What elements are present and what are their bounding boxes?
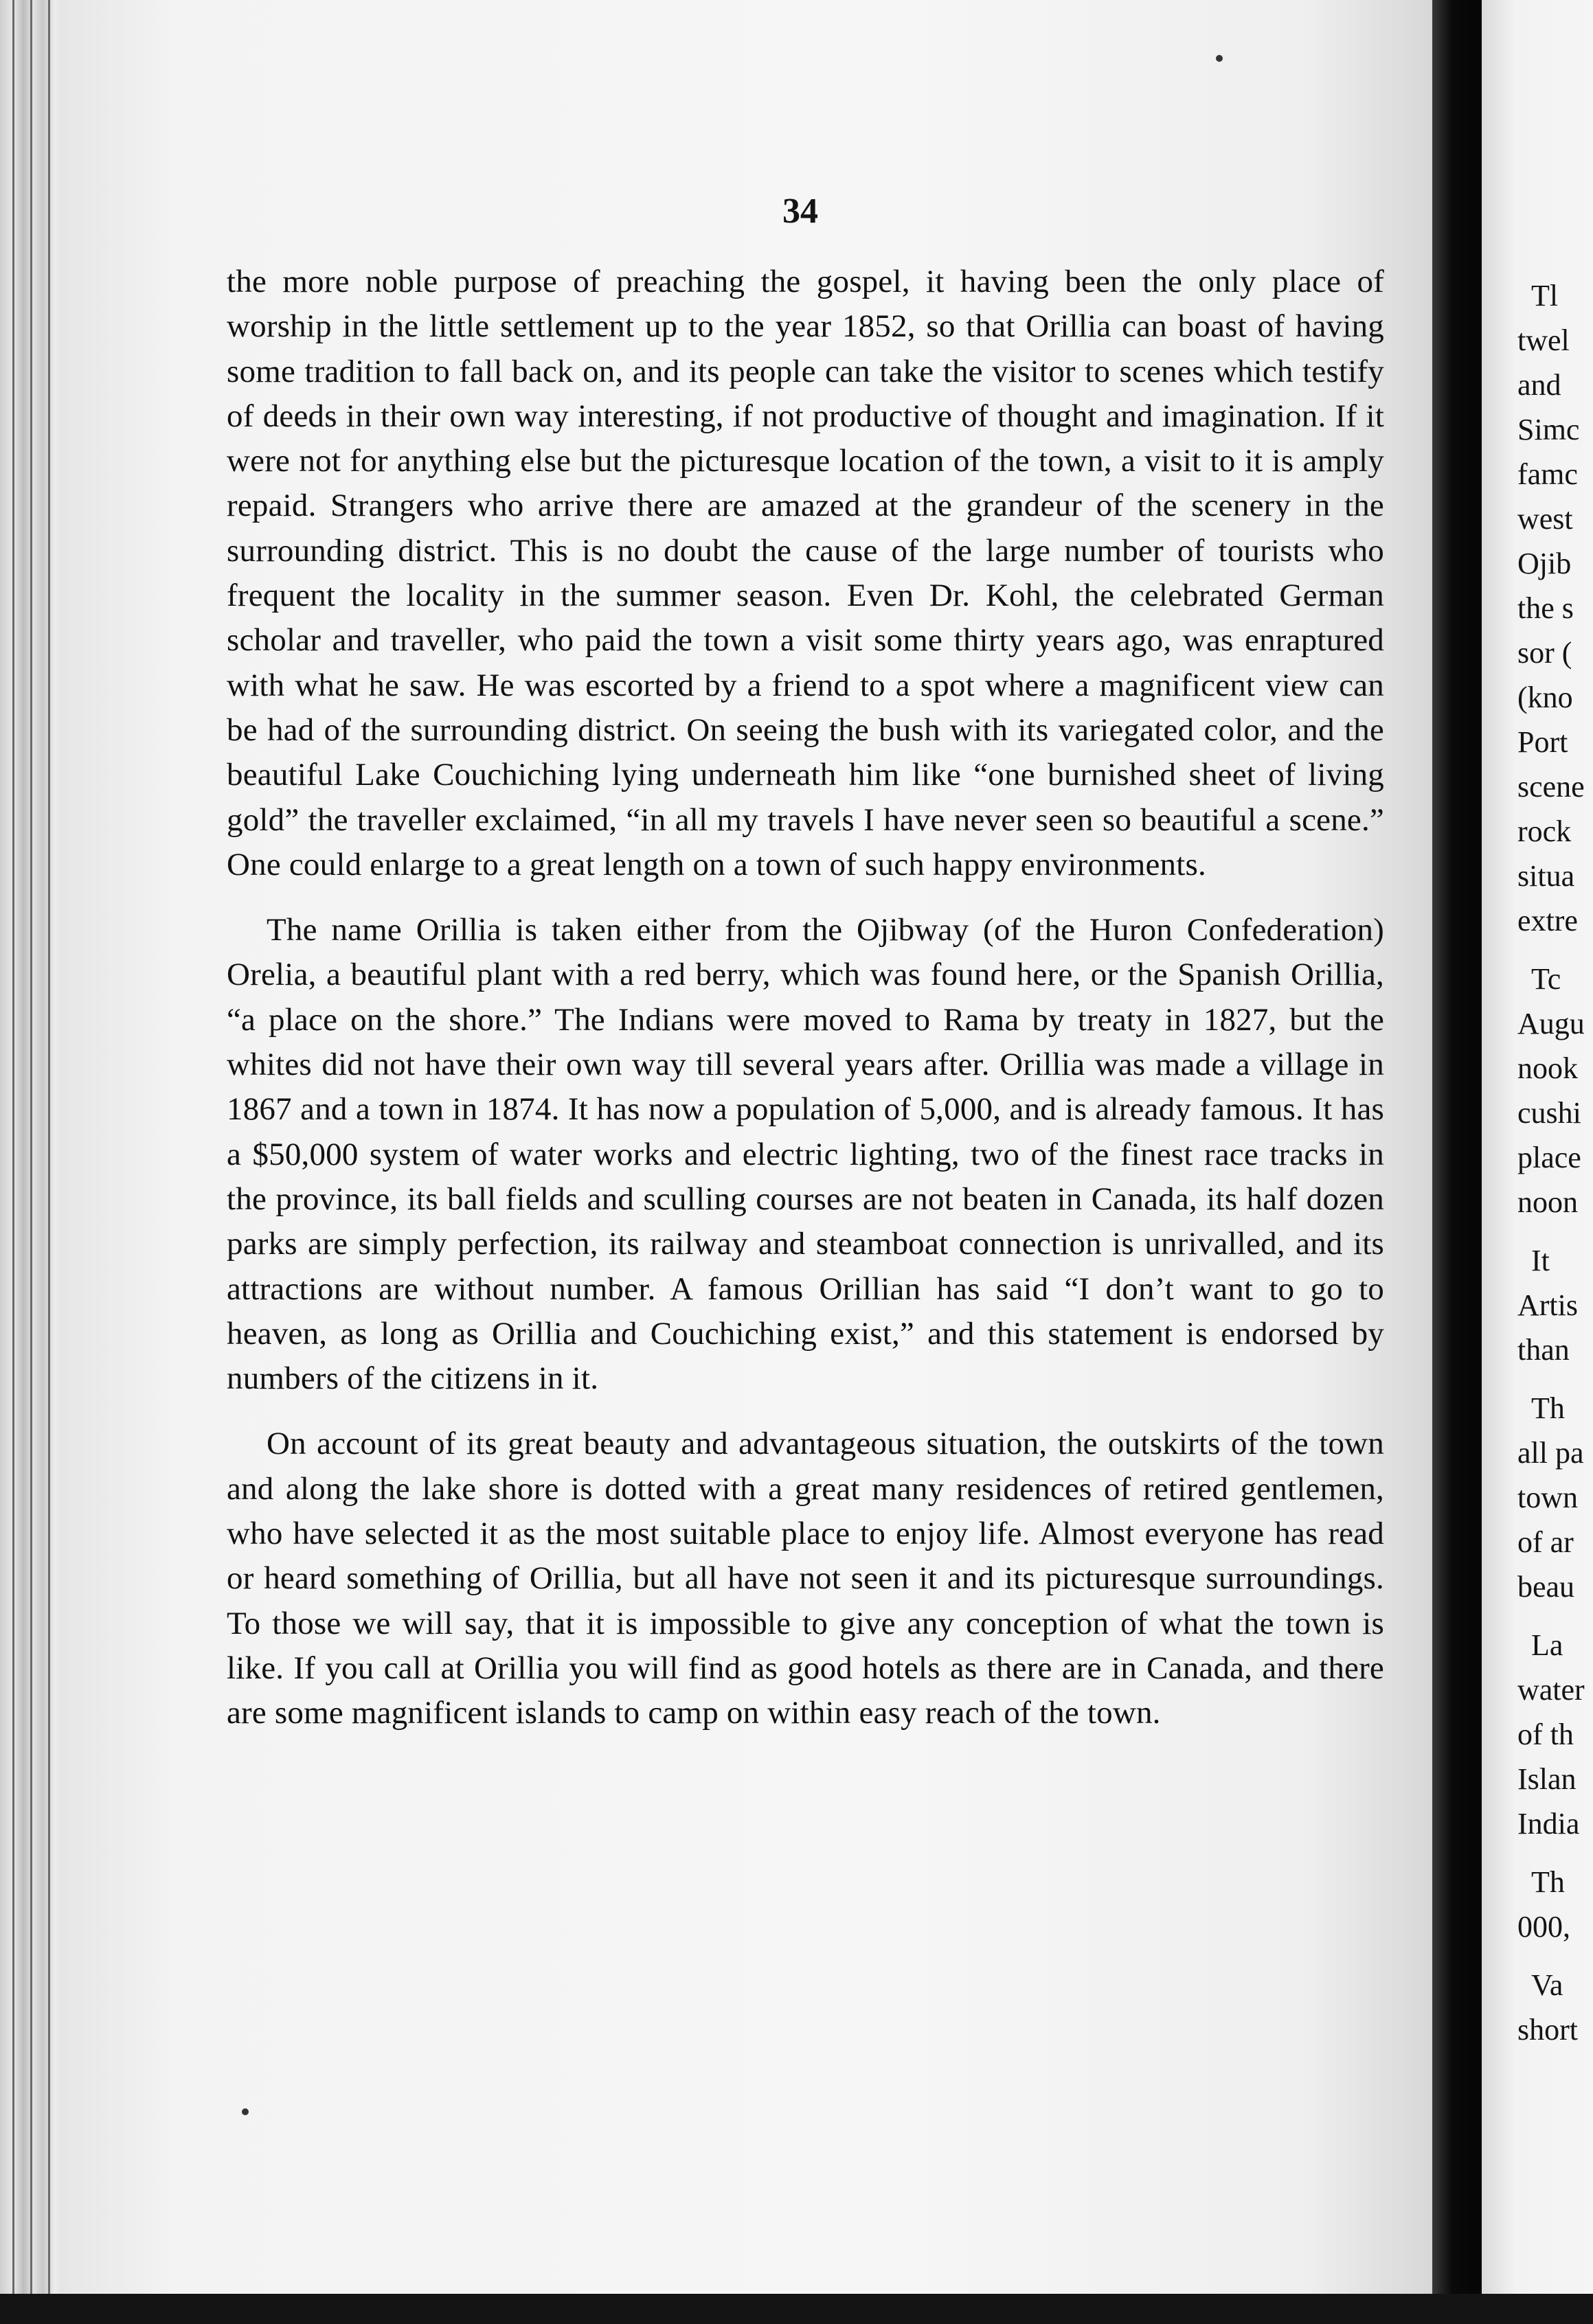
facing-page-text-fragment: Th <box>1531 1865 1565 1899</box>
facing-page-text-fragment: noon <box>1517 1185 1578 1219</box>
facing-page-text-fragment: cushi <box>1517 1096 1581 1130</box>
facing-page-text-fragment: of th <box>1517 1718 1574 1751</box>
paragraph: On account of its great beauty and advantageous situation, the outskirts of the town and along the lake shore is dotted with a great many residences of retired gentlemen, who have selected it as the most suitable place to enjoy life. Almost everyone has read or heard something of Orillia, but all have not seen it and its picturesque surroundings. To those we will say, that it is impossible to give any conception of what the town is like. If you call at Orillia you will find as good hotels as there are in Canada, and there are some magnificent islands to camp on within easy reach of the town. <box>227 1426 1384 1731</box>
facing-page-fragment <box>1482 0 1593 2324</box>
facing-page-text-fragment: Artis <box>1517 1288 1578 1322</box>
facing-page-text-fragment: twel <box>1517 323 1570 357</box>
facing-page-text-fragment: water <box>1517 1673 1585 1707</box>
page-gutter <box>1432 0 1482 2324</box>
facing-page-text-fragment: Tl <box>1531 279 1559 312</box>
facing-page-text-fragment: than <box>1517 1333 1570 1367</box>
facing-page-text-fragment: Port <box>1517 725 1568 759</box>
facing-page-text-fragment: all pa <box>1517 1436 1584 1470</box>
facing-page-text-fragment: beau <box>1517 1570 1575 1604</box>
facing-page-text-fragment: Tc <box>1531 962 1561 996</box>
facing-page-text-fragment: Va <box>1531 1968 1563 2002</box>
paragraph: the more noble purpose of preaching the gospel, it having been the only place of worship in the little settlement up to the year 1852, so that Orillia can boast of having some tradition to fall back on, and its people can take the visitor to scenes which testify of deeds in their own way interesting, if not productive of thought and imagination. If it were not for anything else but the picturesque location of the town, a visit to it is amply repaid. Strangers who arrive there are amazed at the grandeur of the scenery in the surrounding district. This is no doubt the cause of the large number of tourists who frequent the locality in the summer season. Even Dr. Kohl, the celebrated German scholar and traveller, who paid the town a visit some thirty years ago, was enraptured with what he saw. He was escorted by a friend to a spot where a magnificent view can be had of the surrounding district. On seeing the bush with its variegated color, and the beautiful Lake Couchiching lying underneath him like “one burnished sheet of living gold” the traveller exclaimed, “in all my travels I have never seen so beautiful a scene.” One could enlarge to a great length on a town of such happy environments. <box>227 264 1384 882</box>
facing-page-text-fragment: (kno <box>1517 681 1573 714</box>
page-stack-line <box>48 0 50 2324</box>
facing-page-text-fragment: 000, <box>1517 1910 1570 1944</box>
facing-page-text-fragment: west <box>1517 502 1573 536</box>
body-text <box>227 260 1384 1757</box>
facing-page-text-fragment: Ojib <box>1517 547 1572 580</box>
page-stack-line <box>30 0 32 2324</box>
scan-speck <box>242 2108 249 2115</box>
scan-speck <box>1216 55 1223 62</box>
facing-page-text-fragment: place <box>1517 1141 1581 1174</box>
facing-page-text-fragment: It <box>1531 1244 1550 1277</box>
facing-page-text-fragment: short <box>1517 2013 1578 2047</box>
facing-page-text-fragment: of ar <box>1517 1525 1574 1559</box>
facing-page-text-fragment: situa <box>1517 859 1575 893</box>
paragraph: The name Orillia is taken either from the Ojibway (of the Huron Confederation) Orelia, a beautiful plant with a red berry, which was found here, or the Spanish Orillia, “a place on the shore.” The Indians were moved to Rama by treaty in 1827, but the whites did not have their own way till several years after. Orillia was made a village in 1867 and a town in 1874. It has now a population of 5,000, and is already famous. It has a $50,000 system of water works and electric lighting, two of the finest race tracks in the province, its ball fields and sculling courses are not beaten in Canada, its half dozen parks are simply perfection, its railway and steamboat connection is unrivalled, and its attractions are without number. A famous Orillian has said “I don’t want to go to heaven, as long as Orillia and Couchiching exist,” and this statement is endorsed by numbers of the citizens in it. <box>227 912 1384 1397</box>
facing-page-text-fragment: extre <box>1517 904 1578 937</box>
facing-page-text-fragment: famc <box>1517 457 1578 491</box>
facing-page-text-fragment: and <box>1517 368 1561 402</box>
facing-page-text-fragment: Simc <box>1517 413 1580 446</box>
facing-page-text-fragment: rock <box>1517 814 1572 848</box>
facing-page-text-fragment: the s <box>1517 591 1574 625</box>
facing-page-text-fragment: Islan <box>1517 1762 1577 1796</box>
scan-bottom-border <box>0 2294 1593 2324</box>
facing-page-text-fragment: Augu <box>1517 1007 1585 1040</box>
facing-page-text-fragment: scene <box>1517 770 1585 804</box>
facing-page-text-fragment: nook <box>1517 1051 1578 1085</box>
facing-page-text-fragment: La <box>1531 1628 1563 1662</box>
facing-page-text-fragment: Th <box>1531 1391 1565 1425</box>
page-stack-line <box>12 0 14 2324</box>
facing-page-text-fragment: sor ( <box>1517 636 1572 670</box>
page-number: 34 <box>782 192 818 231</box>
facing-page-text-fragment: India <box>1517 1807 1580 1841</box>
facing-page-text-fragment: town <box>1517 1481 1578 1514</box>
